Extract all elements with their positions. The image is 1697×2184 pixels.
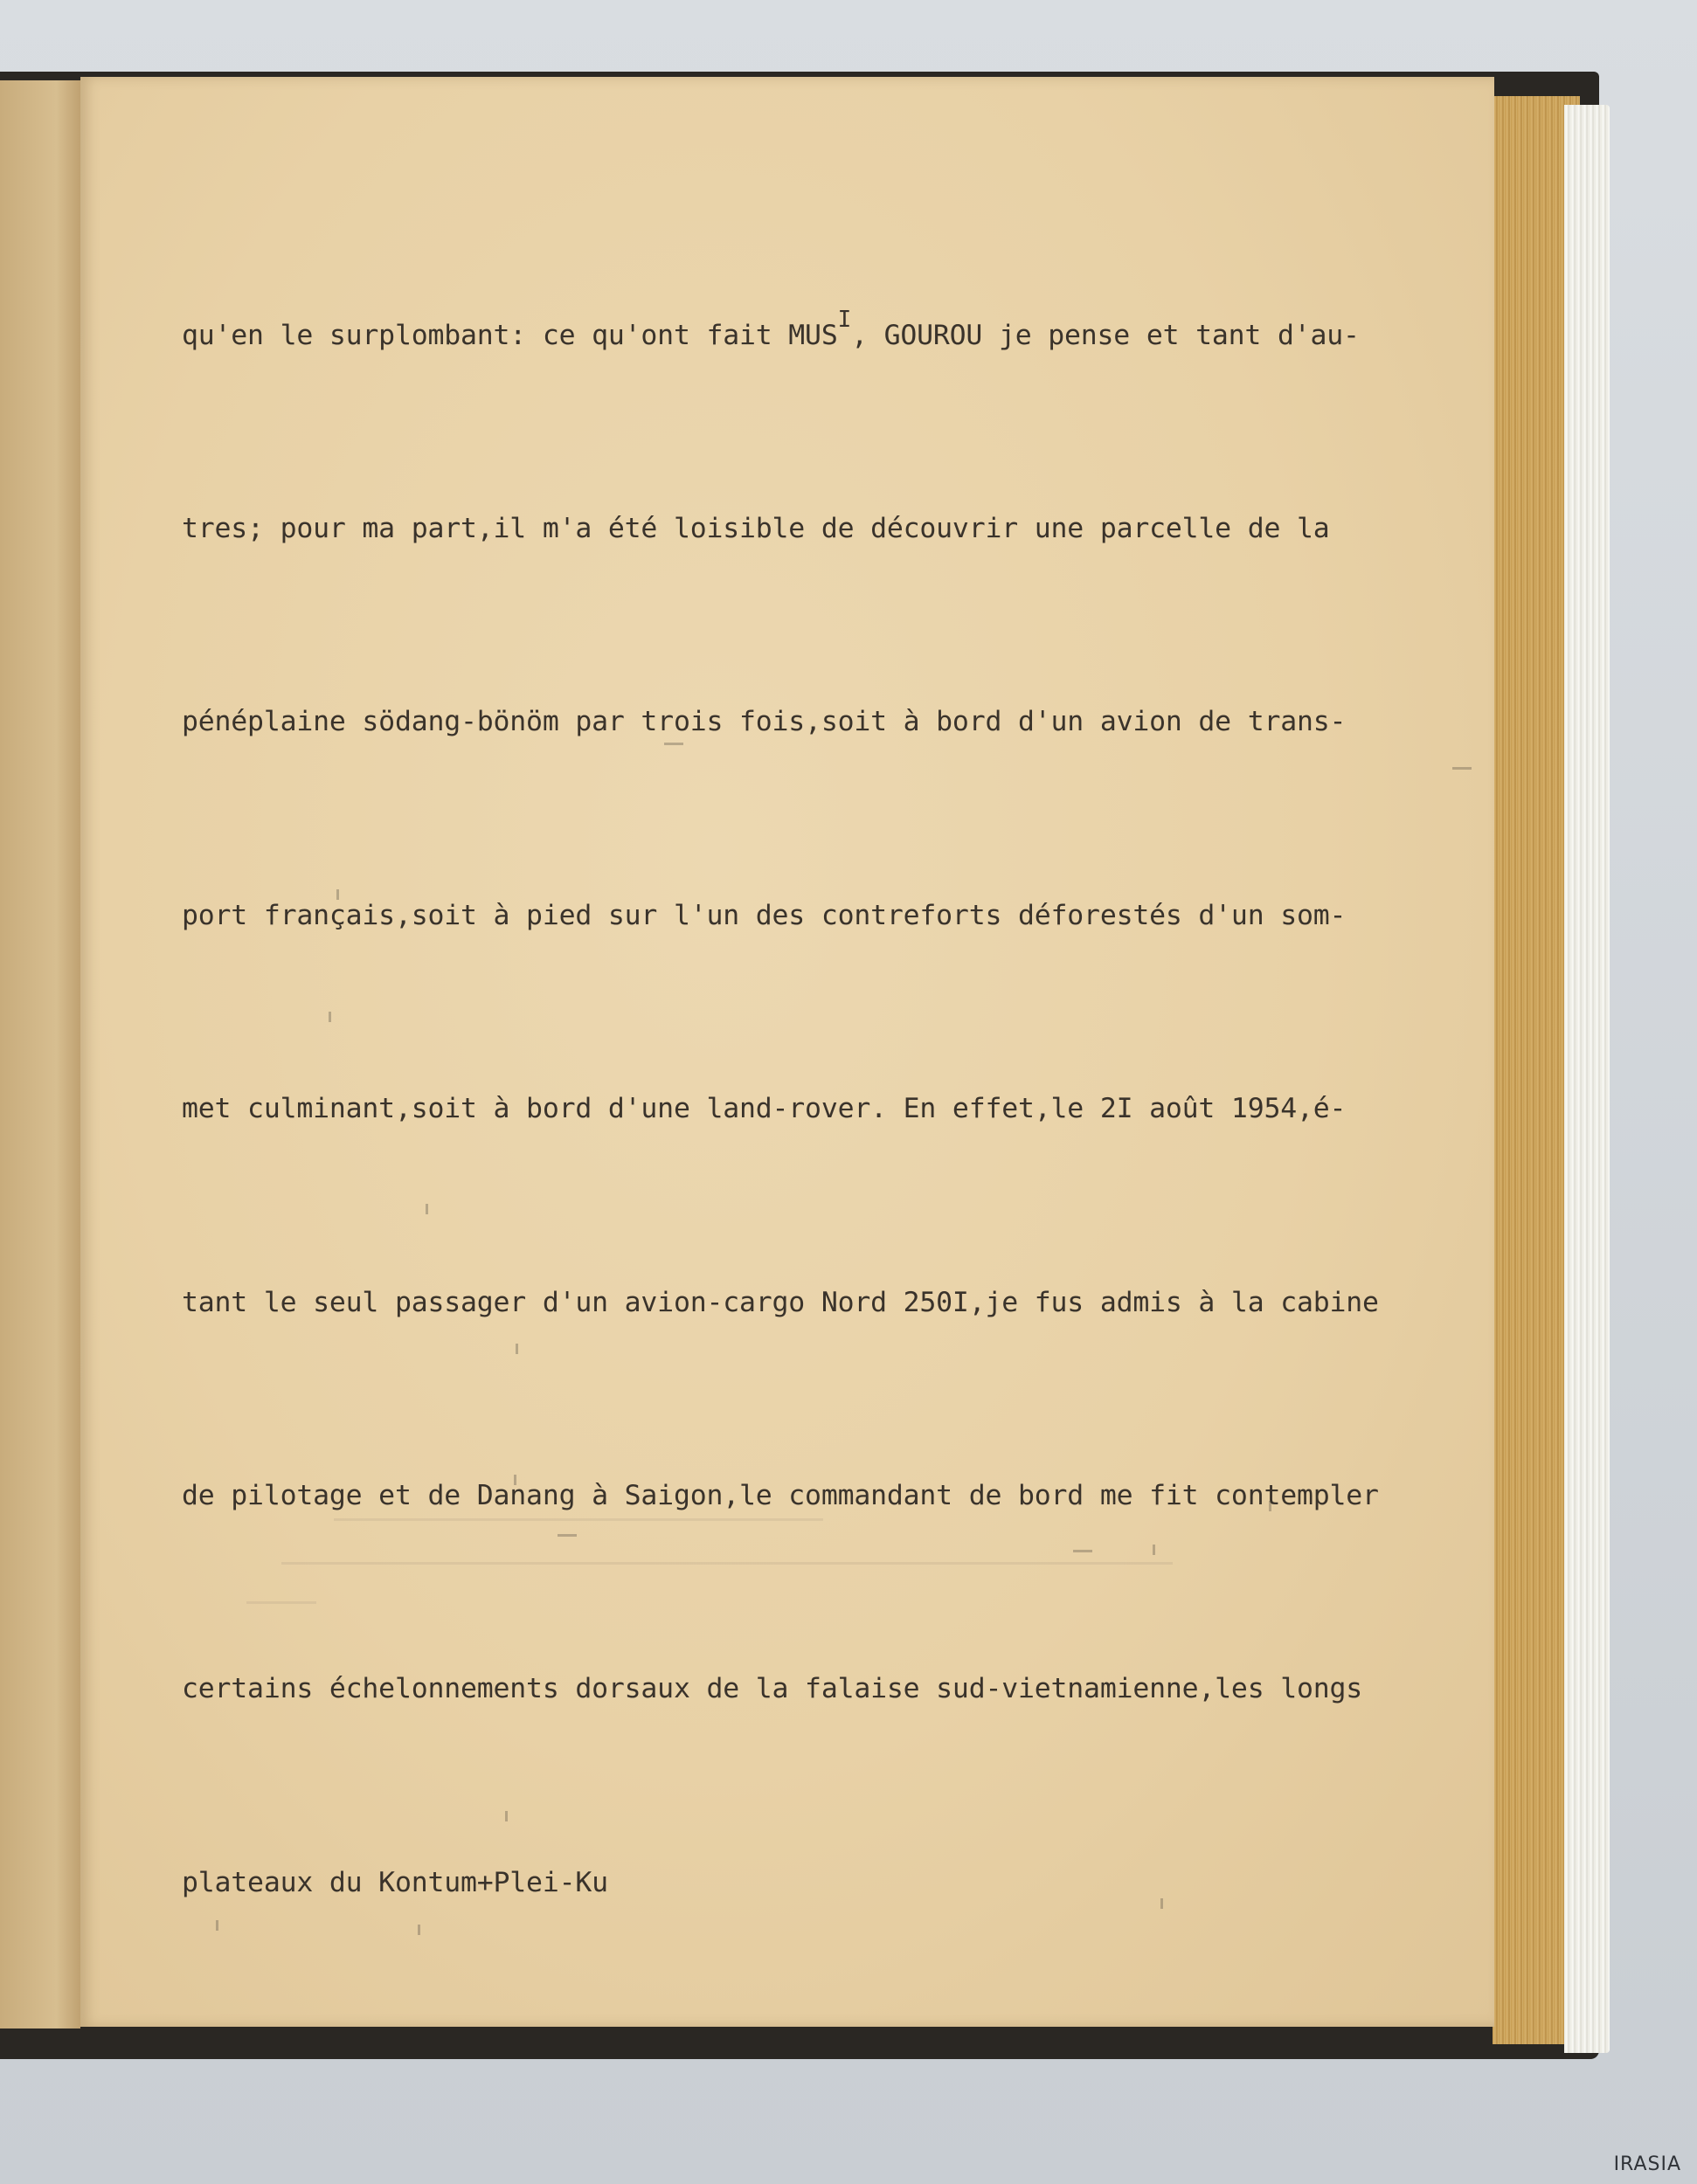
text-line-1 [182,304,1493,369]
text-line-2: tres; pour ma part,il m'a été loisible de découvrir une parcelle de la [182,512,1330,544]
text-line-1-end: , GOUROU je pense et tant d'au- [851,319,1360,351]
text-line-5: met culminant,soit à bord d'une land-rover. En effet,le 2I août 1954,é- [182,1093,1347,1125]
text-line-8: certains échelonnements dorsaux de la falaise sud-vietnamienne,les longs [182,1673,1363,1705]
footnote-marker: I [837,306,852,333]
document-page [80,77,1494,2027]
typed-text-block [182,175,1493,2044]
text-line-6: tant le seul passager d'un avion-cargo Nord 250I,je fus admis à la cabine [182,1286,1379,1318]
white-page-edges [1564,105,1610,2053]
watermark-label: IRASIA [1613,2153,1681,2175]
text-line-1-start: qu'en le surplombant: ce qu'ont fait MUS [182,319,838,351]
left-facing-page [0,80,80,2028]
text-line-9: plateaux du Kontum+Plei-Ku [182,1866,608,1898]
text-line-7: de pilotage et de Danang à Saigon,le commandant de bord me fit contempler [182,1479,1379,1511]
text-line-3: pénéplaine södang-bönöm par trois fois,soit à bord d'un avion de trans- [182,706,1347,738]
text-line-4: port français,soit à pied sur l'un des contreforts déforestés d'un som- [182,899,1347,931]
